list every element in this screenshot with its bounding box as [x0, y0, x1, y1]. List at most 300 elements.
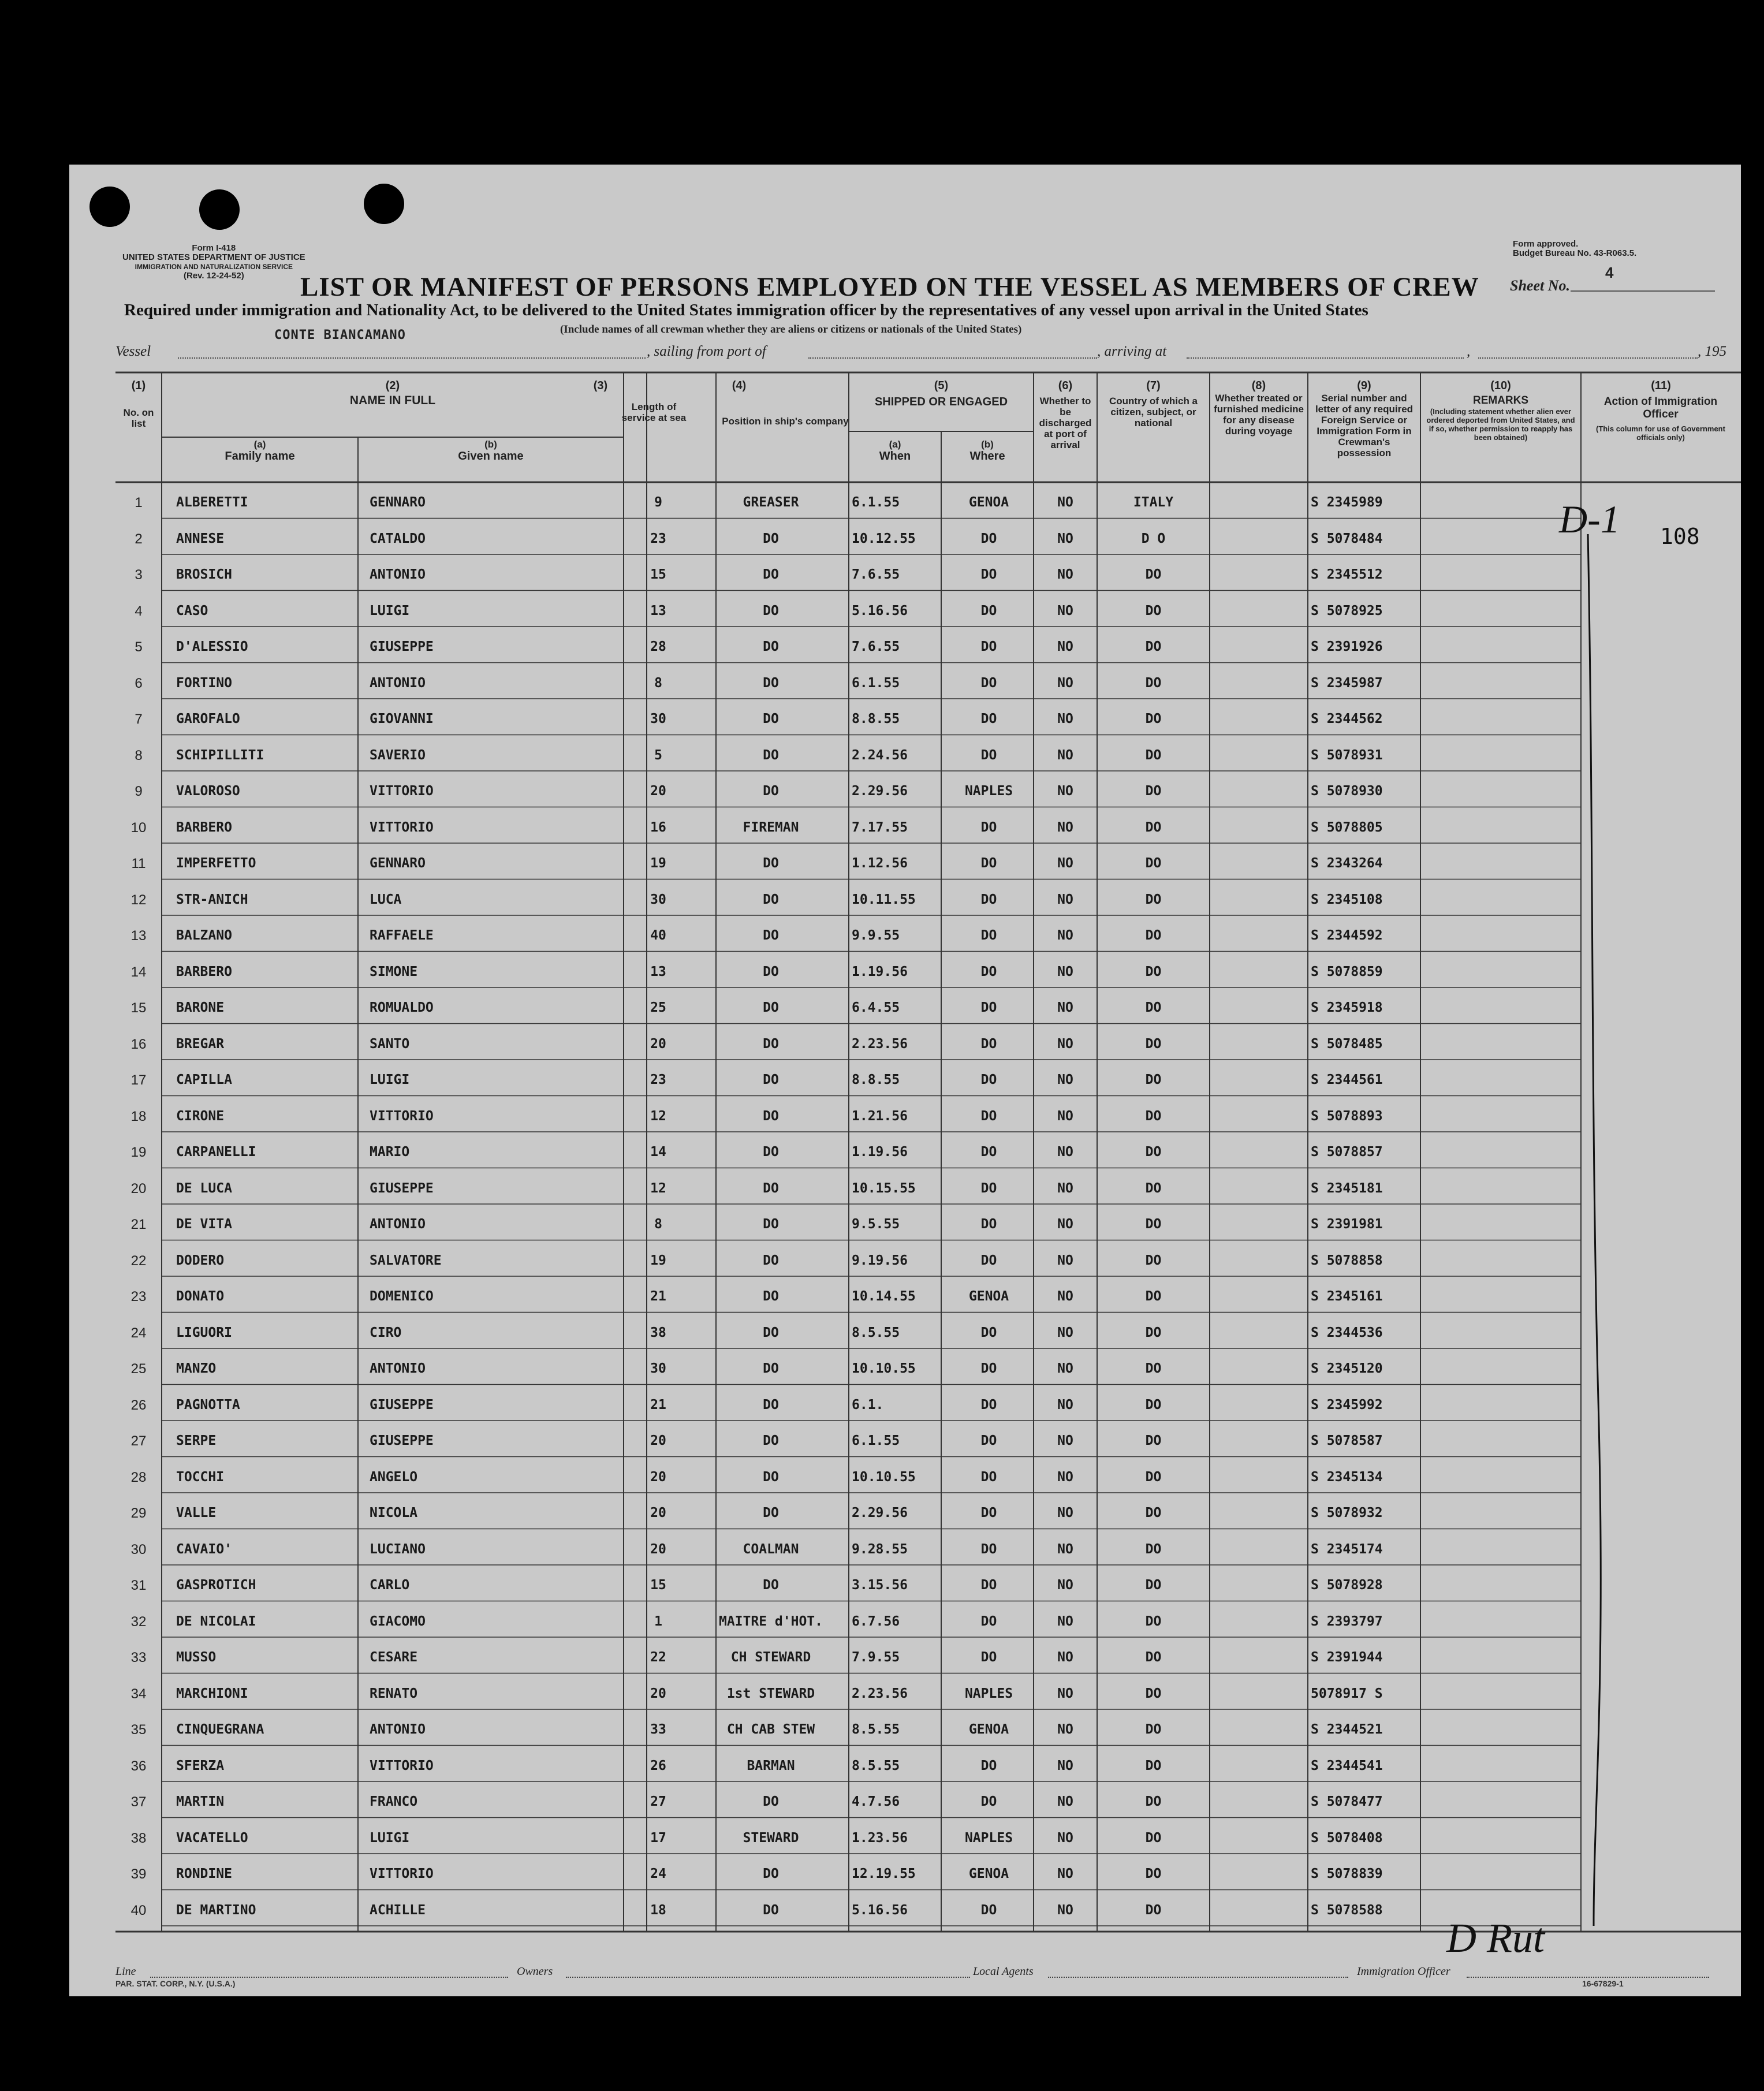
- cell-where: DO: [980, 1505, 997, 1520]
- cell-discharge: NO: [1057, 1145, 1073, 1160]
- cell-family: DE LUCA: [176, 1180, 232, 1196]
- cell-no: 5: [135, 639, 143, 655]
- include-note: (Include names of all crewman whether they are aliens or citizens or nationals of the United States): [560, 323, 1022, 336]
- cell-when: 2.23.56: [852, 1036, 908, 1052]
- cell-no: 20: [130, 1180, 147, 1197]
- cell-where: DO: [980, 1650, 997, 1665]
- cell-when: 2.29.56: [852, 784, 908, 799]
- cell-given: FRANCO: [370, 1794, 418, 1809]
- cell-service: 5: [654, 747, 662, 763]
- cell-given: ANTONIO: [370, 1217, 426, 1232]
- cell-where: DO: [980, 1361, 997, 1376]
- cell-family: FORTINO: [176, 675, 232, 691]
- form-code: 16-67829-1: [1582, 1979, 1624, 1988]
- cell-given: GENNARO: [370, 495, 426, 510]
- cell-country: DO: [1145, 1613, 1162, 1629]
- cell-where: DO: [980, 1613, 997, 1629]
- cell-when: 6.1.55: [852, 675, 900, 691]
- cell-where: DO: [980, 1433, 997, 1448]
- cell-where: GENOA: [968, 1722, 1009, 1737]
- cell-where: DO: [980, 639, 997, 654]
- cell-country: DO: [1145, 1397, 1162, 1412]
- cell-country: DO: [1145, 1794, 1162, 1809]
- cell-when: 10.15.55: [852, 1180, 916, 1196]
- cell-position: BARMAN: [747, 1758, 795, 1773]
- cell-given: CARLO: [370, 1578, 410, 1593]
- footer-officer-fill: [1467, 1977, 1709, 1978]
- cell-position: DO: [763, 1108, 779, 1124]
- cell-given: LUIGI: [370, 603, 410, 618]
- cell-family: GASPROTICH: [176, 1578, 256, 1593]
- cell-position: DO: [763, 1902, 779, 1918]
- cell-country: DO: [1145, 784, 1162, 799]
- cell-country: DO: [1145, 1036, 1162, 1052]
- cell-family: MARTIN: [176, 1794, 225, 1809]
- cell-position: DO: [763, 892, 779, 907]
- cell-serial: S 2345134: [1311, 1469, 1383, 1485]
- cell-family: MANZO: [176, 1361, 217, 1376]
- cell-country: DO: [1145, 567, 1162, 582]
- cell-no: 1: [135, 495, 143, 510]
- cell-serial: S 2345161: [1311, 1289, 1383, 1304]
- cell-given: GIUSEPPE: [370, 639, 434, 654]
- cell-country: ITALY: [1133, 495, 1174, 510]
- cell-country: DO: [1145, 1253, 1162, 1268]
- cell-where: DO: [980, 1794, 997, 1809]
- cell-service: 21: [650, 1397, 666, 1412]
- service-name: IMMIGRATION AND NATURALIZATION SERVICE: [135, 263, 293, 271]
- cell-where: DO: [980, 856, 997, 871]
- cell-position: DO: [763, 1361, 779, 1376]
- cell-country: DO: [1145, 1325, 1162, 1340]
- cell-family: BARBERO: [176, 964, 232, 979]
- cell-family: DE NICOLAI: [176, 1613, 256, 1629]
- cell-service: 12: [650, 1108, 666, 1124]
- cell-given: DOMENICO: [370, 1289, 434, 1304]
- cell-position: DO: [763, 1145, 779, 1160]
- cell-no: 36: [130, 1758, 147, 1774]
- cell-where: DO: [980, 928, 997, 943]
- cell-family: BALZANO: [176, 928, 232, 943]
- cell-position: DO: [763, 1794, 779, 1809]
- cell-family: RONDINE: [176, 1866, 232, 1881]
- cell-when: 10.11.55: [852, 892, 916, 907]
- cell-family: CINQUEGRANA: [176, 1722, 264, 1737]
- cell-given: ANTONIO: [370, 1361, 426, 1376]
- cell-family: ALBERETTI: [176, 495, 248, 510]
- cell-service: 27: [650, 1794, 666, 1809]
- cell-serial: S 5078408: [1311, 1830, 1383, 1846]
- cell-no: 16: [130, 1036, 147, 1052]
- col10-label: REMARKS: [1472, 394, 1529, 407]
- cell-serial: S 5078485: [1311, 1036, 1383, 1052]
- cell-no: 14: [130, 964, 147, 980]
- cell-position: DO: [763, 747, 779, 763]
- col4-num: (4): [732, 379, 747, 392]
- col6-num: (6): [1058, 379, 1073, 392]
- cell-service: 28: [650, 639, 666, 654]
- cell-discharge: NO: [1057, 819, 1073, 835]
- cell-serial: S 2391981: [1311, 1217, 1383, 1232]
- col2-num: (2): [385, 379, 400, 392]
- col9-label: Serial number and letter of any required Foreign Service or Immigration Form in Crewman's possession: [1315, 393, 1414, 459]
- cell-serial: S 2345181: [1311, 1180, 1383, 1196]
- cell-position: DO: [763, 1578, 779, 1593]
- cell-discharge: NO: [1057, 639, 1073, 654]
- col2b-label: Given name: [458, 450, 524, 463]
- cell-discharge: NO: [1057, 603, 1073, 618]
- cell-serial: S 2344521: [1311, 1722, 1383, 1737]
- cell-when: 8.8.55: [852, 711, 900, 726]
- cell-given: CATALDO: [370, 531, 426, 546]
- cell-country: DO: [1145, 1180, 1162, 1196]
- cell-service: 38: [650, 1325, 666, 1340]
- cell-position: DO: [763, 1000, 779, 1015]
- sailing-label: , sailing from port of: [647, 344, 766, 359]
- cell-position: DO: [763, 784, 779, 799]
- cell-family: CARPANELLI: [176, 1145, 256, 1160]
- cell-position: DO: [763, 1072, 779, 1087]
- cell-given: VITTORIO: [370, 1758, 434, 1773]
- cell-discharge: NO: [1057, 1433, 1073, 1448]
- cell-discharge: NO: [1057, 1000, 1073, 1015]
- sheet-label: Sheet No.: [1510, 277, 1570, 294]
- cell-given: GIUSEPPE: [370, 1397, 434, 1412]
- cell-discharge: NO: [1057, 1722, 1073, 1737]
- col3-num: (3): [593, 379, 608, 392]
- cell-family: IMPERFETTO: [176, 856, 256, 871]
- cell-position: DO: [763, 603, 779, 618]
- cell-position: DO: [763, 964, 779, 979]
- cell-given: SAVERIO: [370, 747, 426, 763]
- col5-num: (5): [934, 379, 949, 392]
- cell-serial: S 5078587: [1311, 1433, 1383, 1448]
- cell-service: 20: [650, 1686, 666, 1701]
- cell-when: 6.7.56: [852, 1613, 900, 1629]
- col5-label: SHIPPED OR ENGAGED: [874, 396, 1008, 408]
- cell-when: 9.19.56: [852, 1253, 908, 1268]
- arriving-label: , arriving at: [1097, 344, 1167, 359]
- footer-line-fill: [150, 1977, 508, 1978]
- cell-serial: S 2345174: [1311, 1541, 1383, 1557]
- cell-where: DO: [980, 1108, 997, 1124]
- cell-when: 3.15.56: [852, 1578, 908, 1593]
- cell-where: DO: [980, 1469, 997, 1485]
- cell-service: 22: [650, 1650, 666, 1665]
- cell-serial: S 2391944: [1311, 1650, 1383, 1665]
- revision-date: (Rev. 12-24-52): [183, 271, 244, 281]
- cell-given: VITTORIO: [370, 819, 434, 835]
- cell-no: 21: [130, 1217, 147, 1232]
- cell-family: GAROFALO: [176, 711, 240, 726]
- cell-position: DO: [763, 856, 779, 871]
- col7-label: Country of which a citizen, subject, or national: [1109, 396, 1198, 428]
- cell-service: 20: [650, 1469, 666, 1485]
- cell-when: 1.23.56: [852, 1830, 908, 1846]
- cell-country: DO: [1145, 603, 1162, 618]
- cell-when: 2.24.56: [852, 747, 908, 763]
- cell-serial: S 2344561: [1311, 1072, 1383, 1087]
- cell-country: DO: [1145, 1578, 1162, 1593]
- cell-service: 33: [650, 1722, 666, 1737]
- cell-country: DO: [1145, 1289, 1162, 1304]
- cell-service: 8: [654, 1217, 662, 1232]
- cell-no: 3: [135, 567, 143, 583]
- cell-when: 1.12.56: [852, 856, 908, 871]
- cell-family: DODERO: [176, 1253, 225, 1268]
- cell-serial: S 2345992: [1311, 1397, 1383, 1412]
- cell-given: SANTO: [370, 1036, 410, 1052]
- cell-discharge: NO: [1057, 747, 1073, 763]
- cell-where: DO: [980, 1036, 997, 1052]
- cell-family: SCHIPILLITI: [176, 747, 264, 763]
- cell-service: 13: [650, 964, 666, 979]
- cell-service: 30: [650, 892, 666, 907]
- cell-given: ANTONIO: [370, 567, 426, 582]
- cell-discharge: NO: [1057, 1650, 1073, 1665]
- cell-when: 5.16.56: [852, 1902, 908, 1918]
- cell-discharge: NO: [1057, 1469, 1073, 1485]
- footer-owners-fill: [566, 1977, 970, 1978]
- cell-position: DO: [763, 675, 779, 691]
- cell-no: 2: [135, 531, 143, 547]
- cell-serial: S 2345987: [1311, 675, 1383, 691]
- cell-given: SIMONE: [370, 964, 418, 979]
- cell-serial: S 2393797: [1311, 1613, 1383, 1629]
- cell-when: 4.7.56: [852, 1794, 900, 1809]
- cell-when: 1.19.56: [852, 1145, 908, 1160]
- cell-family: VALLE: [176, 1505, 217, 1520]
- col10-num: (10): [1490, 379, 1511, 392]
- cell-where: DO: [980, 1397, 997, 1412]
- cell-service: 26: [650, 1758, 666, 1773]
- cell-position: DO: [763, 1397, 779, 1412]
- cell-position: STEWARD: [743, 1830, 799, 1846]
- col1-label: No. on list: [123, 407, 154, 429]
- cell-given: CIRO: [370, 1325, 402, 1340]
- cell-country: DO: [1145, 675, 1162, 691]
- cell-no: 24: [130, 1325, 147, 1341]
- cell-country: D O: [1141, 531, 1166, 546]
- page-number-stamp: 108: [1660, 524, 1700, 549]
- col11-note: (This column for use of Government officials only): [1596, 424, 1725, 442]
- cell-where: NAPLES: [964, 784, 1013, 799]
- cell-country: DO: [1145, 1072, 1162, 1087]
- cell-given: ANTONIO: [370, 675, 426, 691]
- cell-where: DO: [980, 603, 997, 618]
- cell-where: DO: [980, 567, 997, 582]
- cell-where: GENOA: [968, 495, 1009, 510]
- cell-discharge: NO: [1057, 928, 1073, 943]
- cell-family: CASO: [176, 603, 208, 618]
- cell-family: BARBERO: [176, 819, 232, 835]
- cell-serial: S 2345918: [1311, 1000, 1383, 1015]
- cell-no: 17: [130, 1072, 147, 1088]
- cell-discharge: NO: [1057, 567, 1073, 582]
- cell-discharge: NO: [1057, 892, 1073, 907]
- cell-service: 20: [650, 1541, 666, 1557]
- cell-discharge: NO: [1057, 1758, 1073, 1773]
- cell-service: 13: [650, 603, 666, 618]
- cell-family: STR-ANICH: [176, 892, 248, 907]
- cell-discharge: NO: [1057, 856, 1073, 871]
- cell-no: 7: [135, 711, 143, 727]
- cell-given: LUCIANO: [370, 1541, 426, 1557]
- cell-given: GIOVANNI: [370, 711, 434, 726]
- cell-position: DO: [763, 1469, 779, 1485]
- cell-given: GENNARO: [370, 856, 426, 871]
- cell-no: 33: [130, 1650, 147, 1665]
- cell-given: RAFFAELE: [370, 928, 434, 943]
- cell-country: DO: [1145, 711, 1162, 726]
- cell-given: LUIGI: [370, 1830, 410, 1846]
- col11-label: Action of Immigration Officer: [1603, 396, 1718, 420]
- cell-position: DO: [763, 1866, 779, 1881]
- cell-given: GIACOMO: [370, 1613, 426, 1629]
- cell-position: DO: [763, 1036, 779, 1052]
- cell-when: 6.1.: [852, 1397, 884, 1412]
- cell-family: VACATELLO: [176, 1830, 248, 1846]
- cell-when: 10.10.55: [852, 1361, 916, 1376]
- cell-discharge: NO: [1057, 1613, 1073, 1629]
- cell-position: 1st STEWARD: [726, 1686, 815, 1701]
- cell-where: DO: [980, 1072, 997, 1087]
- cell-where: DO: [980, 964, 997, 979]
- cell-where: DO: [980, 1180, 997, 1196]
- cell-discharge: NO: [1057, 1180, 1073, 1196]
- sheet-number: 4: [1605, 264, 1614, 281]
- cell-family: SERPE: [176, 1433, 217, 1448]
- cell-no: 32: [130, 1613, 147, 1630]
- cell-family: BROSICH: [176, 567, 232, 582]
- cell-service: 30: [650, 1361, 666, 1376]
- printer-imprint: PAR. STAT. CORP., N.Y. (U.S.A.): [115, 1979, 236, 1988]
- cell-no: 37: [130, 1794, 147, 1810]
- cell-no: 25: [130, 1361, 147, 1377]
- col8-label: Whether treated or furnished medicine for any disease during voyage: [1214, 393, 1304, 437]
- page-title: LIST OR MANIFEST OF PERSONS EMPLOYED ON THE VESSEL AS MEMBERS OF CREW: [300, 272, 1479, 302]
- cell-discharge: NO: [1057, 1686, 1073, 1701]
- cell-service: 20: [650, 1433, 666, 1448]
- cell-no: 30: [130, 1541, 147, 1557]
- requirement-text: Required under immigration and Nationality Act, to be delivered to the United States immigration officer by the representatives of any vessel upon arrival in the United States: [124, 301, 1368, 319]
- footer-agents-label: Local Agents: [973, 1965, 1034, 1978]
- cell-no: 19: [130, 1145, 147, 1160]
- cell-no: 8: [135, 747, 143, 763]
- cell-country: DO: [1145, 1469, 1162, 1485]
- cell-service: 20: [650, 1505, 666, 1520]
- cell-when: 10.12.55: [852, 531, 916, 546]
- col5b-num: (b): [981, 439, 994, 450]
- cell-given: VITTORIO: [370, 1866, 434, 1881]
- cell-given: VITTORIO: [370, 1108, 434, 1124]
- cell-given: GIUSEPPE: [370, 1433, 434, 1448]
- cell-no: 15: [130, 1000, 147, 1016]
- col7-num: (7): [1146, 379, 1161, 392]
- cell-serial: S 5078588: [1311, 1902, 1383, 1918]
- cell-given: VITTORIO: [370, 784, 434, 799]
- cell-family: CIRONE: [176, 1108, 225, 1124]
- cell-country: DO: [1145, 1866, 1162, 1881]
- cell-serial: S 2345108: [1311, 892, 1383, 907]
- cell-no: 23: [130, 1289, 147, 1304]
- cell-service: 15: [650, 1578, 666, 1593]
- cell-family: BARONE: [176, 1000, 225, 1015]
- cell-discharge: NO: [1057, 1325, 1073, 1340]
- cell-serial: S 5078930: [1311, 784, 1383, 799]
- cell-position: DO: [763, 1505, 779, 1520]
- col10-note: (Including statement whether alien ever ordered deported from United States, and if so, whether permission to reapply has been obtained): [1426, 407, 1575, 442]
- cell-position: MAITRE d'HOT.: [718, 1613, 823, 1629]
- col2b-num: (b): [484, 439, 497, 450]
- cell-family: DE MARTINO: [176, 1902, 256, 1918]
- cell-serial: S 2345989: [1311, 495, 1383, 510]
- approved-line: Form approved.: [1513, 239, 1579, 249]
- cell-no: 40: [130, 1902, 147, 1918]
- cell-when: 8.5.55: [852, 1758, 900, 1773]
- cell-when: 1.21.56: [852, 1108, 908, 1124]
- cell-no: 11: [131, 856, 146, 871]
- cell-serial: S 5078931: [1311, 747, 1383, 763]
- cell-serial: 5078917 S: [1311, 1686, 1383, 1701]
- cell-family: DONATO: [176, 1289, 225, 1304]
- cell-service: 24: [650, 1866, 666, 1881]
- cell-country: DO: [1145, 1722, 1162, 1737]
- cell-country: DO: [1145, 1145, 1162, 1160]
- cell-service: 20: [650, 784, 666, 799]
- col3-label: Length of service at sea: [621, 401, 687, 423]
- cell-given: LUCA: [370, 892, 402, 907]
- cell-family: D'ALESSIO: [176, 639, 248, 654]
- cell-family: PAGNOTTA: [176, 1397, 240, 1412]
- footer-officer-label: Immigration Officer: [1357, 1965, 1450, 1978]
- cell-where: NAPLES: [964, 1686, 1013, 1701]
- cell-service: 15: [650, 567, 666, 582]
- cell-where: GENOA: [968, 1866, 1009, 1881]
- cell-country: DO: [1145, 1000, 1162, 1015]
- cell-where: DO: [980, 747, 997, 763]
- cell-family: TOCCHI: [176, 1469, 225, 1485]
- col5a-label: When: [879, 450, 911, 463]
- cell-position: DO: [763, 928, 779, 943]
- cell-where: DO: [980, 1758, 997, 1773]
- cell-family: ANNESE: [176, 531, 225, 546]
- cell-no: 29: [130, 1505, 147, 1521]
- cell-when: 10.14.55: [852, 1289, 916, 1304]
- cell-when: 9.9.55: [852, 928, 900, 943]
- cell-country: DO: [1145, 1541, 1162, 1557]
- cell-family: SFERZA: [176, 1758, 225, 1773]
- cell-position: DO: [763, 1180, 779, 1196]
- cell-serial: S 5078805: [1311, 819, 1383, 835]
- col6-label: Whether to be discharged at port of arrival: [1039, 396, 1092, 450]
- cell-discharge: NO: [1057, 784, 1073, 799]
- cell-serial: S 2343264: [1311, 856, 1383, 871]
- cell-discharge: NO: [1057, 1794, 1073, 1809]
- cell-family: VALOROSO: [176, 784, 240, 799]
- cell-given: ACHILLE: [370, 1902, 426, 1918]
- cell-discharge: NO: [1057, 1217, 1073, 1232]
- cell-country: DO: [1145, 1433, 1162, 1448]
- cell-when: 7.9.55: [852, 1650, 900, 1665]
- cell-serial: S 2344536: [1311, 1325, 1383, 1340]
- cell-position: DO: [763, 531, 779, 546]
- cell-no: 34: [130, 1686, 147, 1702]
- cell-serial: S 5078928: [1311, 1578, 1383, 1593]
- cell-country: DO: [1145, 1505, 1162, 1520]
- cell-discharge: NO: [1057, 1036, 1073, 1052]
- cell-country: DO: [1145, 1217, 1162, 1232]
